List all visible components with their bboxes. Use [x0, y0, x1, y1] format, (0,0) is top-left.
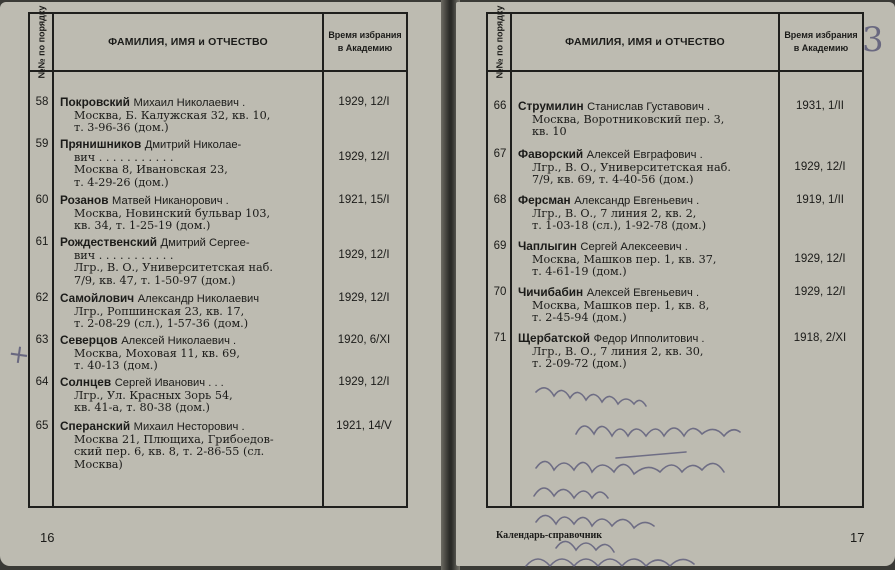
left-table — [28, 5, 408, 508]
election-date: 1918, 2/XI — [793, 332, 847, 344]
entry-body — [518, 194, 776, 233]
entry-number: 60 — [35, 194, 49, 206]
footer-title: Календарь-справочник — [496, 530, 603, 541]
given-names: Сергей Алексеевич . — [580, 241, 688, 253]
surname: Сперанский — [60, 419, 131, 433]
election-date: 1929, 12/I — [338, 376, 390, 388]
handwritten-notes — [516, 372, 876, 568]
address-line: т. 40-13 (дом.) — [74, 359, 158, 373]
address-line: Москва, Моховая 11, кв. 69, — [74, 346, 240, 360]
address-line: кв. 34, т. 1-25-19 (дом.) — [74, 219, 211, 233]
entry-body — [60, 292, 320, 331]
header-num: №№ по порядку — [494, 5, 505, 79]
address-line: Москва, Машков пер. 1, кв. 37, — [532, 252, 717, 266]
entry-body — [60, 194, 320, 233]
surname: Чичибабин — [518, 285, 584, 299]
surname: Розанов — [60, 193, 109, 207]
address-line: Москва 8, Ивановская 23, — [74, 163, 228, 177]
election-date: 1921, 14/V — [336, 420, 392, 432]
surname: Фаворский — [518, 147, 584, 161]
election-date: 1920, 6/XI — [337, 334, 391, 346]
header-name: ФАМИЛИЯ, ИМЯ и ОТЧЕСТВО — [565, 36, 725, 48]
address-line: т. 3-96-36 (дом.) — [74, 121, 169, 135]
entry-body — [60, 376, 320, 415]
address-line: Москва, Б. Калужская 32, кв. 10, — [74, 108, 271, 122]
page-number-left: 16 — [40, 530, 55, 545]
address-line: 7/9, кв. 47, т. 1-50-97 (дом.) — [74, 273, 236, 287]
entry-number: 70 — [493, 286, 507, 298]
given-names: Федор Ипполитович . — [593, 333, 705, 345]
entry-number: 58 — [35, 96, 49, 108]
surname: Струмилин — [518, 99, 584, 113]
address-line: кв. 41-а, т. 80-38 (дом.) — [74, 401, 210, 415]
given-names: Михаил Несторович . — [133, 421, 245, 433]
left-page — [0, 2, 445, 566]
address-line: ский пер. 6, кв. 8, т. 2-86-55 (сл. — [74, 445, 265, 459]
address-line: Москва, Новинский бульвар 103, — [74, 206, 271, 220]
header-time: Время избрания в Академию — [784, 30, 858, 53]
surname: Самойлович — [60, 291, 135, 305]
entry-body — [60, 236, 320, 287]
entry-body — [60, 334, 320, 373]
address-line: Москва 21, Плющиха, Грибоедов- — [74, 432, 274, 446]
given-names: Алексей Евгеньевич . — [586, 287, 700, 299]
address-line: Москва, Воротниковский пер. 3, — [532, 112, 725, 126]
election-date: 1921, 15/I — [338, 194, 390, 206]
entry-body — [518, 286, 776, 325]
entry-number: 68 — [493, 194, 507, 206]
header-num: №№ по порядку — [36, 5, 47, 79]
address-line: Лгр., Ул. Красных Зорь 54, — [74, 388, 233, 402]
column-divider — [510, 14, 512, 506]
entry-body — [518, 332, 776, 371]
election-date: 1929, 12/I — [338, 292, 390, 304]
address-line: т. 2-09-72 (дом.) — [532, 357, 627, 371]
entry-body — [518, 240, 776, 279]
given-names: Александр Николаевич — [137, 293, 260, 305]
election-date: 1929, 12/I — [338, 151, 390, 163]
address-line: т. 1-03-18 (сл.), 1-92-78 (дом.) — [532, 219, 707, 233]
header-divider — [488, 70, 862, 72]
address-line: 7/9, кв. 69, т. 4-40-56 (дом.) — [532, 173, 694, 187]
given-names: Матвей Никанорович . — [112, 195, 229, 207]
pencil-mark: 3 — [862, 20, 884, 60]
entry-body — [518, 100, 776, 139]
surname: Солнцев — [60, 375, 112, 389]
entry-number: 59 — [35, 138, 49, 150]
entry-number: 61 — [35, 236, 49, 248]
header-divider — [30, 70, 406, 72]
election-date: 1929, 12/I — [794, 286, 846, 298]
entry-number: 71 — [493, 332, 507, 344]
address-line: т. 2-45-94 (дом.) — [532, 311, 627, 325]
given-names: Дмитрий Сергее- — [160, 237, 250, 249]
entry-body — [60, 420, 320, 471]
election-date: 1929, 12/I — [338, 249, 390, 261]
page-number-right: 17 — [850, 530, 865, 545]
surname: Чаплыгин — [518, 239, 577, 253]
election-date: 1929, 12/I — [338, 96, 390, 108]
entry-number: 62 — [35, 292, 49, 304]
entry-number: 67 — [493, 148, 507, 160]
address-line: вич . . . . . . . . . . . — [74, 150, 174, 164]
address-line: Лгр., В. О., Университетская наб. — [532, 160, 731, 174]
entry-number: 66 — [493, 100, 507, 112]
election-date: 1931, 1/II — [796, 100, 844, 112]
surname: Щербатской — [518, 331, 591, 345]
address-line: т. 4-29-26 (дом.) — [74, 175, 169, 189]
entry-body — [518, 148, 776, 187]
entry-number: 64 — [35, 376, 49, 388]
address-line: т. 2-08-29 (сл.), 1-57-36 (дом.) — [74, 317, 249, 331]
address-line: Лгр., В. О., 7 линия 2, кв. 2, — [532, 206, 697, 220]
address-line: кв. 10 — [532, 125, 567, 139]
surname: Ферсман — [518, 193, 571, 207]
surname: Прянишников — [60, 137, 142, 151]
right-page — [456, 2, 895, 566]
given-names: Алексей Евграфович . — [586, 149, 703, 161]
address-line: т. 4-61-19 (дом.) — [532, 265, 627, 279]
address-line: Лгр., В. О., 7 линия 2, кв. 30, — [532, 344, 704, 358]
given-names: Станислав Густавович . — [587, 101, 711, 113]
surname: Покровский — [60, 95, 130, 109]
entry-number: 69 — [493, 240, 507, 252]
entry-number: 63 — [35, 334, 49, 346]
surname: Северцов — [60, 333, 118, 347]
given-names: Михаил Николаевич . — [133, 97, 246, 109]
given-names: Александр Евгеньевич . — [574, 195, 700, 207]
address-line: Лгр., В. О., Университетская наб. — [74, 261, 273, 275]
address-line: Лгр., Ропшинская 23, кв. 17, — [74, 304, 245, 318]
given-names: Сергей Иванович . . . — [114, 377, 224, 389]
entry-body — [60, 96, 320, 135]
pencil-mark: + — [6, 338, 32, 372]
entry-number: 65 — [35, 420, 49, 432]
election-date: 1919, 1/II — [796, 194, 844, 206]
address-line: Москва, Машков пер. 1, кв. 8, — [532, 298, 710, 312]
surname: Рождественский — [60, 235, 157, 249]
entry-body — [60, 138, 320, 189]
header-name: ФАМИЛИЯ, ИМЯ и ОТЧЕСТВО — [108, 36, 268, 48]
header-time: Время избрания в Академию — [328, 30, 402, 53]
address-line: вич . . . . . . . . . . . — [74, 248, 174, 262]
address-line: Москва) — [74, 457, 123, 471]
election-date: 1929, 12/I — [794, 161, 846, 173]
election-date: 1929, 12/I — [794, 253, 846, 265]
given-names: Алексей Николаевич . — [121, 335, 237, 347]
given-names: Дмитрий Николае- — [144, 139, 242, 151]
